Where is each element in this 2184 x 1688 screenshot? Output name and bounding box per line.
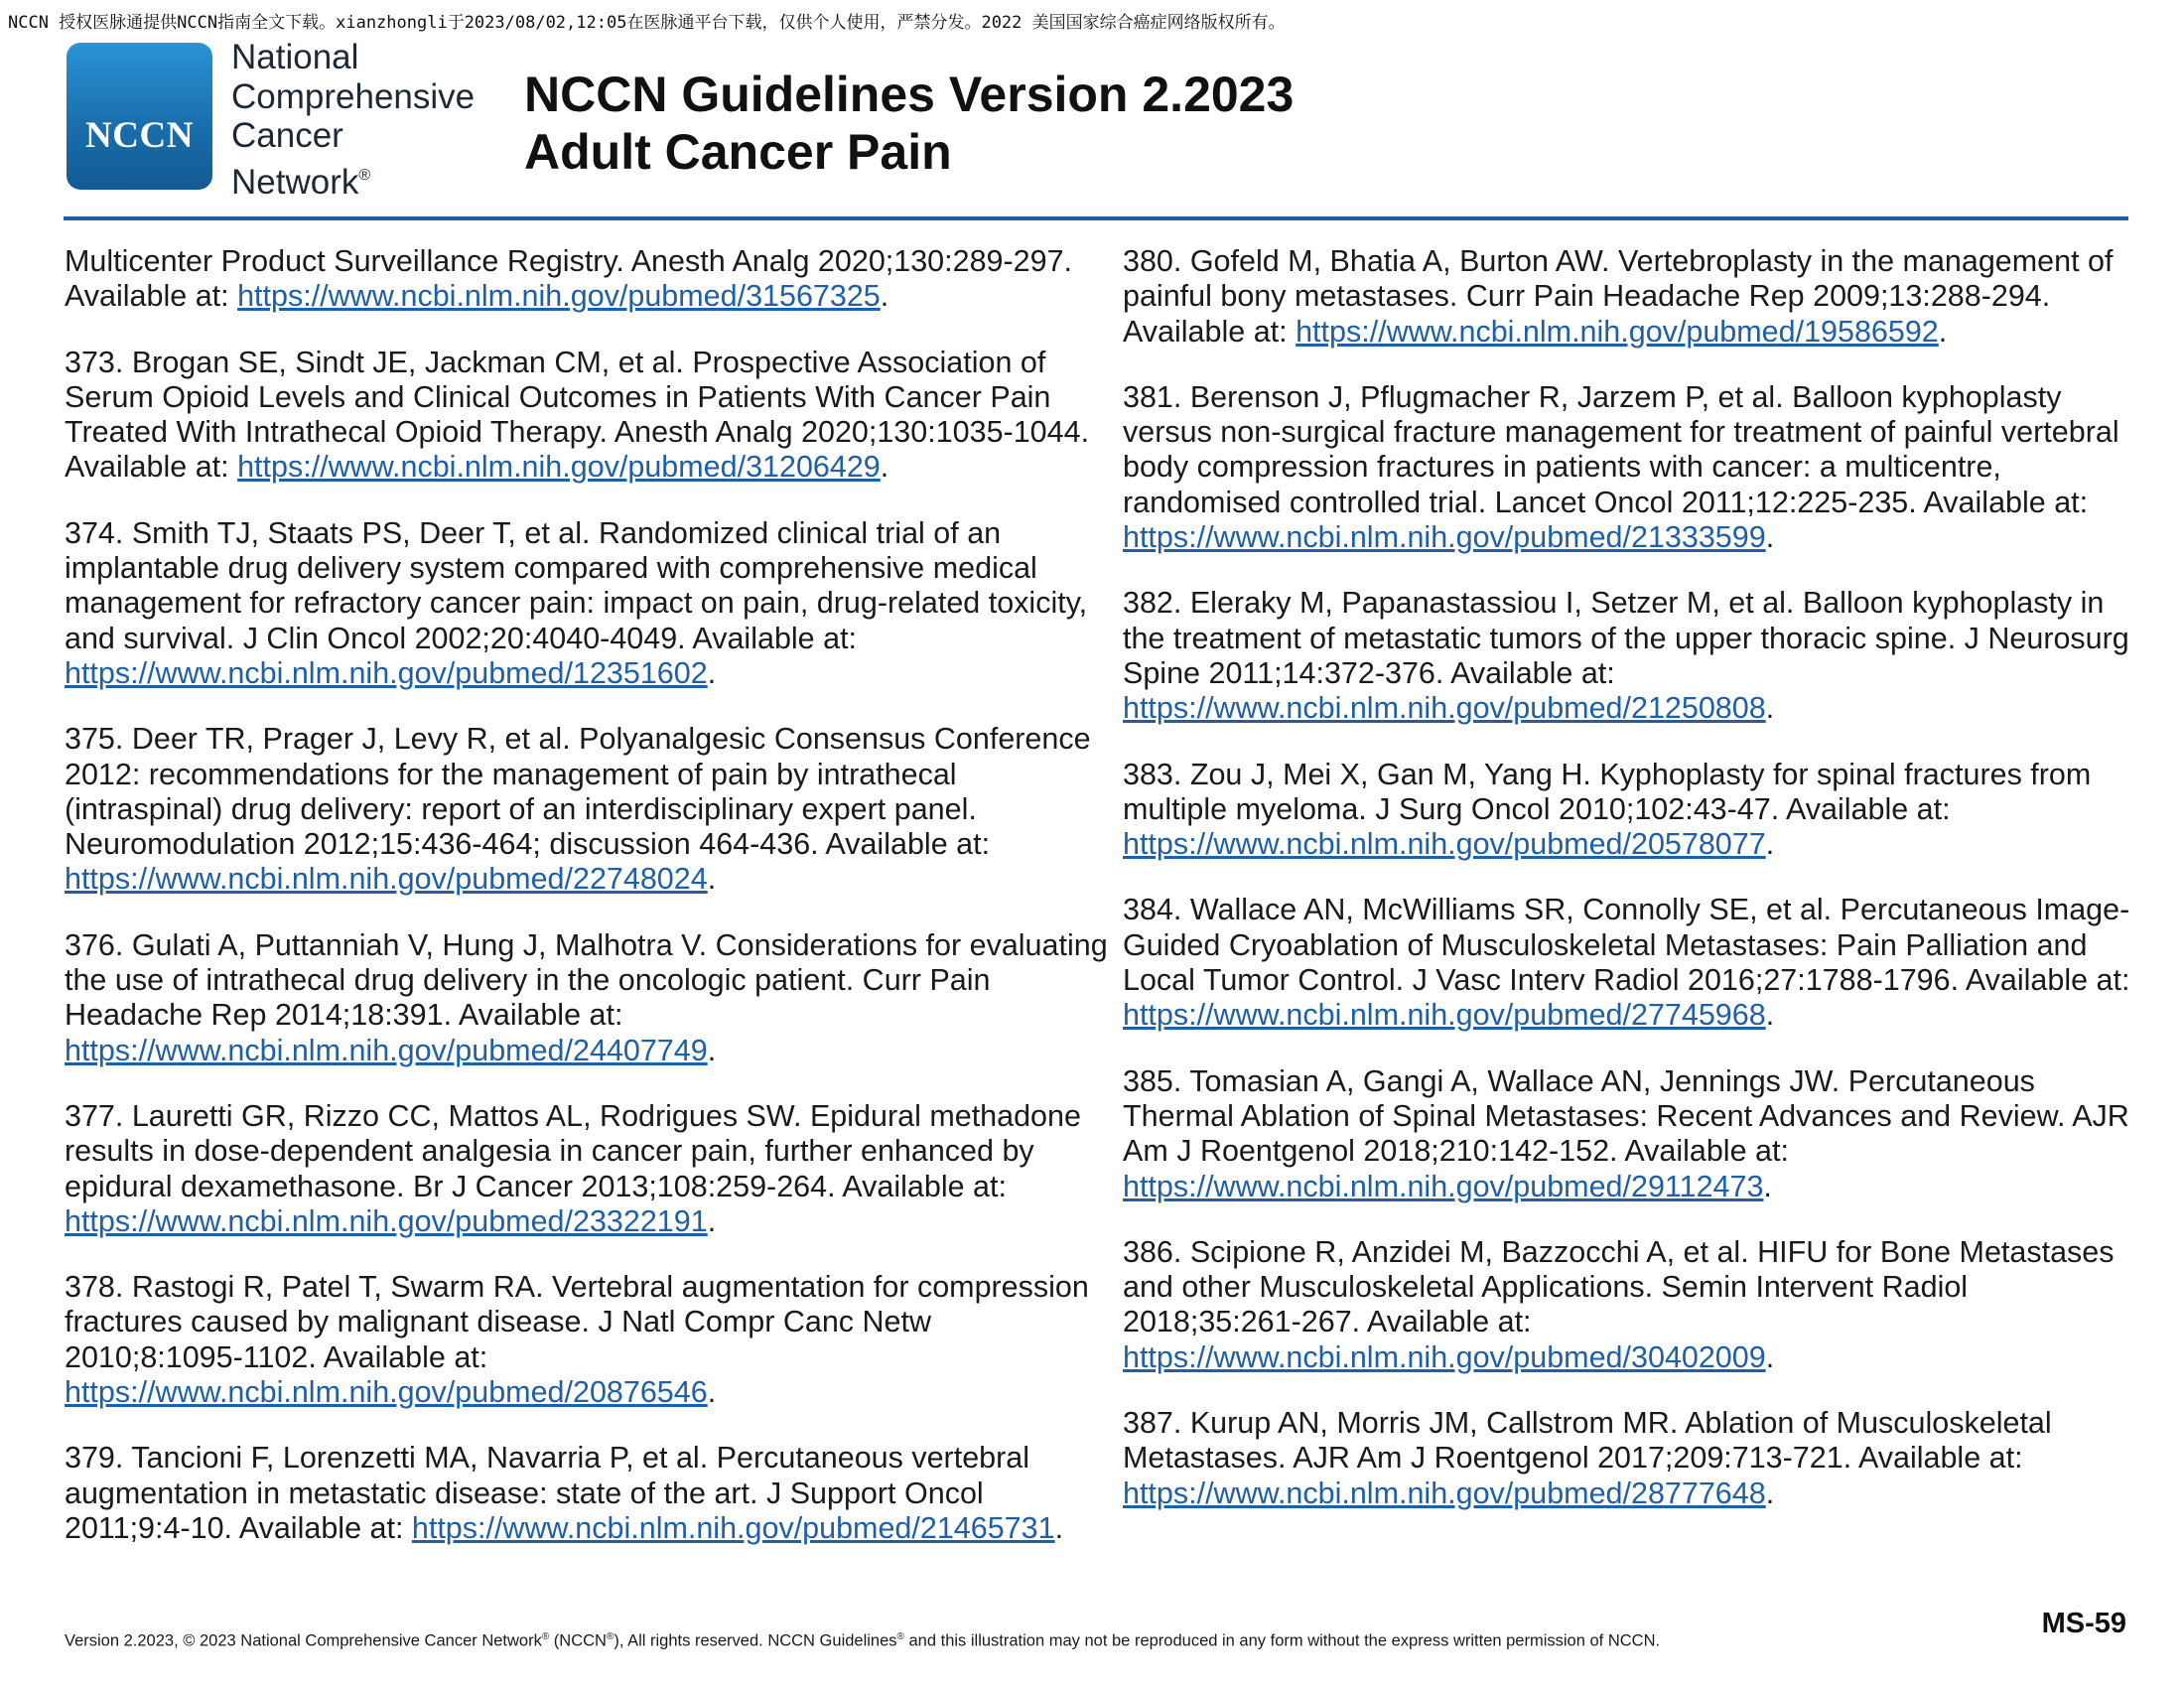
reference-period: . [1938, 314, 1948, 349]
pubmed-link[interactable]: https://www.ncbi.nlm.nih.gov/pubmed/27745968 [1123, 998, 1766, 1033]
reference-period: . [1765, 520, 1775, 555]
reference-item [1123, 1406, 2135, 1511]
reference-text: 376. Gulati A, Puttanniah V, Hung J, Malhotra V. Considerations for evaluating the use of intrathecal drug delivery in the oncologic patient. Curr Pain Headache Rep 2014;18:391. Available at: [65, 927, 1108, 1033]
registered-mark: ® [541, 1631, 550, 1642]
registered-mark: ® [606, 1631, 614, 1642]
reference-period: . [1054, 1510, 1064, 1545]
reference-item [1123, 380, 2135, 555]
pubmed-link[interactable]: https://www.ncbi.nlm.nih.gov/pubmed/21465731 [411, 1510, 1055, 1545]
org-name-line: National [231, 38, 359, 76]
references-left-column [65, 244, 1112, 1577]
reference-text: 373. Brogan SE, Sindt JE, Jackman CM, et al. Prospective Association of Serum Opioid Levels and Clinical Outcomes in Patients With Cancer Pain Treated With Intrathecal Opioid Therapy. Anesth Analg 2020;130:1035-1044. Available at: [65, 345, 1090, 485]
reference-item [65, 1270, 1112, 1410]
org-name-word: Network [231, 162, 359, 202]
reference-item [1123, 758, 2135, 863]
reference-period: . [880, 279, 889, 314]
pubmed-link[interactable]: https://www.ncbi.nlm.nih.gov/pubmed/21333599 [1123, 520, 1766, 555]
footer-text: (NCCN [549, 1631, 607, 1650]
page-title [524, 66, 1294, 181]
reference-text: 387. Kurup AN, Morris JM, Callstrom MR. Ablation of Musculoskeletal Metastases. AJR Am J Roentgenol 2017;209:713-721. Available at: [1123, 1406, 2052, 1476]
pubmed-link[interactable]: https://www.ncbi.nlm.nih.gov/pubmed/19586592 [1296, 314, 1939, 349]
nccn-logo [67, 43, 212, 190]
footer-text: and this illustration may not be reproduced in any form without the express written permission of NCCN. [903, 1631, 1661, 1650]
reference-text: 386. Scipione R, Anzidei M, Bazzocchi A, et al. HIFU for Bone Metastases and other Musculoskeletal Applications. Semin Intervent Radiol 2018;35:261-267. Available at: [1123, 1234, 2115, 1339]
reference-text: 379. Tancioni F, Lorenzetti MA, Navarria P, et al. Percutaneous vertebral augmentation in metastatic disease: state of the art. J Support Oncol 2011;9:4-10. Available at: [65, 1441, 1030, 1545]
reference-item [1123, 244, 2135, 350]
reference-text: 384. Wallace AN, McWilliams SR, Connolly SE, et al. Percutaneous Image-Guided Cryoablation of Musculoskeletal Metastases: Pain Palliation and Local Tumor Control. J Vasc Interv Radiol 2016;27:1788-1796. Available at: [1123, 893, 2130, 998]
page-number: MS-59 [2041, 1608, 2126, 1639]
header-divider [64, 216, 2128, 220]
download-watermark: NCCN 授权医脉通提供NCCN指南全文下载。xianzhongli于2023/08/02,12:05在医脉通平台下载，仅供个人使用，严禁分发。2022 美国国家综合癌症网络版权所有。 [8, 13, 1286, 33]
reference-period: . [707, 1203, 717, 1238]
reference-period: . [1765, 998, 1775, 1033]
reference-item [1123, 893, 2135, 1033]
reference-item [65, 928, 1112, 1068]
reference-text: 382. Eleraky M, Papanastassiou I, Setzer M, et al. Balloon kyphoplasty in the treatment of metastatic tumors of the upper thoracic spine. J Neurosurg Spine 2011;14:372-376. Available at: [1123, 586, 2129, 690]
pubmed-link[interactable]: https://www.ncbi.nlm.nih.gov/pubmed/12351602 [65, 655, 708, 690]
registered-mark: ® [896, 1631, 904, 1642]
reference-text: Multicenter Product Surveillance Registry. Anesth Analg 2020;130:289-297. Available at: [65, 244, 1073, 314]
reference-period: . [1765, 1476, 1775, 1510]
reference-item [1123, 1235, 2135, 1375]
reference-item [65, 1441, 1112, 1546]
registered-mark: ® [358, 166, 371, 184]
org-name-line: Comprehensive [231, 76, 476, 116]
pubmed-link[interactable]: https://www.ncbi.nlm.nih.gov/pubmed/28777648 [1123, 1476, 1766, 1510]
reference-text: 381. Berenson J, Pflugmacher R, Jarzem P, et al. Balloon kyphoplasty versus non-surgical fracture management for treatment of painful vertebral body compression fractures in patients with cancer: a multicentre, randomised controlled trial. Lancet Oncol 2011;12:225-235. Available at: [1123, 379, 2119, 519]
reference-item [1123, 586, 2135, 726]
reference-text: 377. Lauretti GR, Rizzo CC, Mattos AL, Rodrigues SW. Epidural methadone results in dose-dependent analgesia in cancer pain, further enhanced by epidural dexamethasone. Br J Cancer 2013;108:259-264. Available at: [65, 1098, 1081, 1203]
reference-text: 385. Tomasian A, Gangi A, Wallace AN, Jennings JW. Percutaneous Thermal Ablation of Spinal Metastases: Recent Advances and Review. AJR Am J Roentgenol 2018;210:142-152. Available at: [1123, 1063, 2129, 1169]
reference-item [1123, 1064, 2135, 1204]
pubmed-link[interactable]: https://www.ncbi.nlm.nih.gov/pubmed/21250808 [1123, 691, 1766, 726]
guideline-topic-title: Adult Cancer Pain [524, 124, 952, 180]
reference-period: . [1765, 691, 1775, 726]
reference-item [65, 516, 1112, 691]
reference-text: 374. Smith TJ, Staats PS, Deer T, et al. Randomized clinical trial of an implantable drug delivery system compared with comprehensive medical management for refractory cancer pain: impact on pain, drug-related toxicity, and survival. J Clin Oncol 2002;20:4040-4049. Available at: [65, 515, 1088, 655]
pubmed-link[interactable]: https://www.ncbi.nlm.nih.gov/pubmed/30402009 [1123, 1339, 1766, 1374]
org-name-line [231, 156, 475, 203]
pubmed-link[interactable]: https://www.ncbi.nlm.nih.gov/pubmed/23322191 [65, 1203, 708, 1238]
guideline-version-title: NCCN Guidelines Version 2.2023 [524, 67, 1295, 122]
reference-item [65, 346, 1112, 486]
reference-period: . [1763, 1169, 1772, 1203]
reference-text: 375. Deer TR, Prager J, Levy R, et al. Polyanalgesic Consensus Conference 2012: recommendations for the management of pain by intrathecal (intraspinal) drug delivery: report of an interdisciplinary expert panel. Neuromodulation 2012;15:436-464; discussion 464-436. Available at: [65, 722, 1091, 862]
references-right-column [1123, 244, 2135, 1542]
pubmed-link[interactable]: https://www.ncbi.nlm.nih.gov/pubmed/29112473 [1123, 1169, 1764, 1203]
reference-period: . [1765, 827, 1775, 862]
copyright-footer [65, 1631, 1660, 1651]
pubmed-link[interactable]: https://www.ncbi.nlm.nih.gov/pubmed/20578077 [1123, 827, 1766, 862]
org-name-line: Cancer [231, 116, 343, 155]
footer-text: Version 2.2023, © 2023 National Comprehensive Cancer Network [65, 1631, 542, 1650]
reference-period: . [880, 450, 889, 485]
pubmed-link[interactable]: https://www.ncbi.nlm.nih.gov/pubmed/31567325 [237, 279, 881, 314]
footer-text: ), All rights reserved. NCCN Guidelines [614, 1631, 897, 1650]
pubmed-link[interactable]: https://www.ncbi.nlm.nih.gov/pubmed/31206429 [237, 450, 881, 485]
pubmed-link[interactable]: https://www.ncbi.nlm.nih.gov/pubmed/24407749 [65, 1033, 708, 1067]
reference-item [65, 1099, 1112, 1239]
reference-text: 383. Zou J, Mei X, Gan M, Yang H. Kyphoplasty for spinal fractures from multiple myeloma. J Surg Oncol 2010;102:43-47. Available at: [1123, 757, 2092, 826]
pubmed-link[interactable]: https://www.ncbi.nlm.nih.gov/pubmed/20876546 [65, 1375, 708, 1410]
logo-badge-text: NCCN [85, 115, 194, 156]
reference-period: . [707, 862, 717, 897]
reference-item [65, 244, 1112, 315]
reference-period: . [707, 1033, 717, 1067]
reference-period: . [707, 655, 717, 690]
reference-item [65, 722, 1112, 897]
organization-name [231, 38, 475, 202]
reference-text: 378. Rastogi R, Patel T, Swarm RA. Vertebral augmentation for compression fractures caused by malignant disease. J Natl Compr Canc Netw 2010;8:1095-1102. Available at: [65, 1270, 1089, 1374]
reference-period: . [707, 1375, 717, 1410]
reference-period: . [1765, 1339, 1775, 1374]
pubmed-link[interactable]: https://www.ncbi.nlm.nih.gov/pubmed/22748024 [65, 862, 708, 897]
reference-text: 380. Gofeld M, Bhatia A, Burton AW. Vertebroplasty in the management of painful bony metastases. Curr Pain Headache Rep 2009;13:288-294. Available at: [1123, 244, 2114, 349]
